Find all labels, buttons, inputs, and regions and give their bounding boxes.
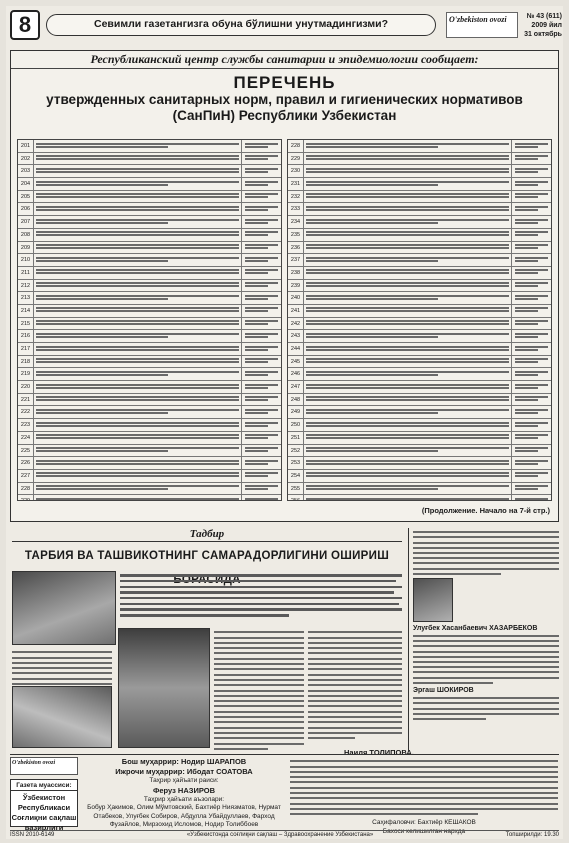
sanpin-row-code (511, 419, 551, 431)
sanpin-row-title (304, 445, 511, 457)
sanpin-row-title (34, 470, 241, 482)
sanpin-row-number: 217 (18, 343, 34, 355)
submitted-time: Топширилди: 19.30 (505, 832, 559, 838)
sanpin-row (18, 470, 281, 483)
sanpin-row-number: 225 (18, 445, 34, 457)
designer-credit: Саҳифаловчи: Бахтиёр КЕШАКОВ (372, 818, 476, 826)
sanpin-row-code (511, 140, 551, 152)
sanpin-announcement (10, 50, 559, 522)
sanpin-row-code (241, 153, 281, 165)
sanpin-row-title (304, 419, 511, 431)
sanpin-row-code (511, 457, 551, 469)
bottom-strip (10, 827, 559, 839)
sanpin-row-code (241, 292, 281, 304)
sanpin-row (18, 305, 281, 318)
sanpin-row-code (241, 305, 281, 317)
sanpin-row-title (304, 191, 511, 203)
board-head-name: Феруз НАЗИРОВ (152, 785, 215, 795)
sanpin-row (18, 280, 281, 293)
issn: ISSN 2010-6149 (10, 832, 55, 838)
sanpin-row-title (304, 242, 511, 254)
sanpin-row (288, 292, 551, 305)
sanpin-row-title (34, 229, 241, 241)
sanpin-row-code (241, 178, 281, 190)
article-photo-meeting (12, 571, 116, 645)
announcement-heading (11, 69, 558, 124)
sanpin-row (18, 165, 281, 178)
sanpin-row-number: 252 (288, 445, 304, 457)
page-header (6, 6, 563, 46)
sanpin-row-title (34, 267, 241, 279)
sanpin-row-number: 255 (288, 483, 304, 495)
sanpin-row (18, 292, 281, 305)
sanpin-row-number: 246 (288, 368, 304, 380)
sanpin-row-title (34, 495, 241, 501)
sanpin-row-number: 208 (18, 229, 34, 241)
sanpin-row-title (304, 165, 511, 177)
sanpin-row-code (241, 381, 281, 393)
sanpin-row (18, 216, 281, 229)
sanpin-row-number: 251 (288, 432, 304, 444)
sanpin-row (288, 330, 551, 343)
article-photo-audience (12, 686, 112, 748)
chief-editor: Бош муҳаррир: Нодир ШАРАПОВ (121, 757, 247, 766)
sanpin-row-code (241, 419, 281, 431)
sanpin-row (18, 495, 281, 501)
sanpin-row (288, 203, 551, 216)
sanpin-row (288, 445, 551, 458)
founders-label: Газета муассиси: (11, 782, 77, 791)
announcement-title: ПЕРЕЧЕНЬ (233, 73, 336, 92)
article-headline: ТАРБИЯ ВА ТАШВИКОТНИНГ САМАРАДОРЛИГИНИ ОШИРИШ (24, 550, 390, 562)
sanpin-row-title (304, 470, 511, 482)
sanpin-row-number: 226 (18, 457, 34, 469)
sanpin-row-code (241, 191, 281, 203)
deputy-editor: Ижрочи муҳаррир: Ибодат СОАТОВА (115, 767, 253, 776)
sanpin-row-code (511, 318, 551, 330)
sanpin-row-number: 205 (18, 191, 34, 203)
sanpin-row-code (511, 178, 551, 190)
publication-name: «Ўзбекистонда соғлиқни сақлаш – Здравоохранение Узбекистана» (186, 832, 374, 838)
sanpin-row (18, 483, 281, 496)
sanpin-row-code (241, 368, 281, 380)
board-head-label: Таҳрир ҳайъати раиси: (149, 777, 219, 784)
publisher-info (290, 757, 558, 835)
sanpin-row (288, 495, 551, 501)
sanpin-row-code (511, 254, 551, 266)
sanpin-row-code (511, 343, 551, 355)
sanpin-row-number: 238 (288, 267, 304, 279)
sanpin-row-code (241, 356, 281, 368)
sanpin-row-title (34, 318, 241, 330)
sanpin-row-number: 220 (18, 381, 34, 393)
sanpin-row-title (34, 457, 241, 469)
sanpin-row-number: 215 (18, 318, 34, 330)
sanpin-row (288, 470, 551, 483)
section-label: Тадбир (12, 528, 402, 542)
sanpin-row-number: 227 (18, 470, 34, 482)
sanpin-row-title (34, 191, 241, 203)
sanpin-row-code (241, 318, 281, 330)
sanpin-row-code (511, 483, 551, 495)
sanpin-row-title (34, 140, 241, 152)
sanpin-row-number (288, 495, 304, 501)
sanpin-row-number: 213 (18, 292, 34, 304)
sanpin-row-number (18, 495, 34, 501)
sanpin-row (288, 267, 551, 280)
announcement-subtitle-1: утвержденных санитарных норм, правил и гигиенических нормативов (46, 92, 523, 107)
sidebar-name-2: Эргаш ШОКИРОВ (413, 686, 474, 694)
sanpin-row (18, 445, 281, 458)
sanpin-row (288, 432, 551, 445)
newspaper-logo: O'zbekiston ovozi (446, 12, 518, 38)
sanpin-row-title (304, 483, 511, 495)
sanpin-row-title (34, 305, 241, 317)
sanpin-row-code (511, 330, 551, 342)
sanpin-row-number: 219 (18, 368, 34, 380)
sanpin-row (288, 305, 551, 318)
sanpin-row-number: 241 (288, 305, 304, 317)
sanpin-row (288, 191, 551, 204)
sanpin-row-title (304, 305, 511, 317)
sanpin-row-title (34, 445, 241, 457)
footer-logo: O'zbekiston ovozi (10, 757, 78, 775)
sanpin-row-title (304, 432, 511, 444)
sanpin-row-code (511, 280, 551, 292)
sanpin-row-title (304, 406, 511, 418)
sanpin-row (288, 165, 551, 178)
sanpin-row-number: 232 (288, 191, 304, 203)
sanpin-row-code (241, 203, 281, 215)
sanpin-row (18, 394, 281, 407)
sanpin-row-code (241, 457, 281, 469)
issue-number: № 43 (611) (526, 13, 562, 20)
sanpin-row-number: 234 (288, 216, 304, 228)
sanpin-row (18, 229, 281, 242)
sanpin-row-code (511, 305, 551, 317)
sanpin-row-code (241, 216, 281, 228)
sanpin-row-code (511, 165, 551, 177)
sanpin-row-number: 239 (288, 280, 304, 292)
sanpin-row-title (304, 178, 511, 190)
sanpin-row (288, 406, 551, 419)
sanpin-row-number: 247 (288, 381, 304, 393)
sanpin-row-number: 253 (288, 457, 304, 469)
sanpin-row-code (511, 203, 551, 215)
sanpin-row (18, 153, 281, 166)
sanpin-row-code (511, 381, 551, 393)
price-note: Бахоси келишилган нархда (382, 827, 466, 835)
sidebar-column (408, 528, 559, 752)
sanpin-row-number: 233 (288, 203, 304, 215)
sanpin-row-title (34, 153, 241, 165)
sanpin-row-title (34, 292, 241, 304)
sanpin-row (288, 483, 551, 496)
sanpin-row-number: 242 (288, 318, 304, 330)
sanpin-row (18, 318, 281, 331)
sanpin-row (18, 267, 281, 280)
sanpin-row-title (34, 280, 241, 292)
sanpin-row-number: 207 (18, 216, 34, 228)
sanpin-row-title (34, 419, 241, 431)
sanpin-row-title (34, 242, 241, 254)
sanpin-row-code (241, 165, 281, 177)
sanpin-row (288, 229, 551, 242)
sanpin-row-number: 240 (288, 292, 304, 304)
sanpin-row (288, 280, 551, 293)
sanpin-row-title (304, 203, 511, 215)
sanpin-row (18, 419, 281, 432)
sanpin-row (18, 343, 281, 356)
sanpin-row (18, 356, 281, 369)
sanpin-row-number: 202 (18, 153, 34, 165)
page-number: 8 (10, 10, 40, 40)
sanpin-row-title (34, 356, 241, 368)
sanpin-row-title (304, 330, 511, 342)
article-text-col-2 (214, 628, 304, 753)
sanpin-row (18, 381, 281, 394)
sanpin-row-number: 210 (18, 254, 34, 266)
sanpin-row (18, 406, 281, 419)
sanpin-row-title (34, 216, 241, 228)
sanpin-row-title (34, 432, 241, 444)
sanpin-row-title (34, 203, 241, 215)
sanpin-row (18, 432, 281, 445)
sanpin-row-code (511, 267, 551, 279)
continuation-note: (Продолжение. Начало на 7-й стр.) (421, 506, 550, 515)
sanpin-row-title (304, 356, 511, 368)
sanpin-row-title (304, 318, 511, 330)
sanpin-row-code (241, 495, 281, 501)
sidebar-portrait (413, 578, 453, 622)
sanpin-row-title (34, 178, 241, 190)
sanpin-row-number: 228 (288, 140, 304, 152)
sanpin-row-code (241, 267, 281, 279)
sanpin-table-left (17, 139, 282, 501)
sanpin-row (18, 203, 281, 216)
article-text-col-3 (308, 628, 402, 743)
sanpin-row-title (304, 140, 511, 152)
sanpin-row-title (34, 394, 241, 406)
sanpin-row (18, 191, 281, 204)
announcement-kicker: Республиканский центр службы санитарии и эпидемиологии сообщает: (11, 51, 558, 69)
sanpin-row-number: 201 (18, 140, 34, 152)
sanpin-row-number: 237 (288, 254, 304, 266)
sanpin-row-title (34, 330, 241, 342)
sanpin-row-title (304, 229, 511, 241)
sanpin-row (288, 356, 551, 369)
sanpin-row-title (304, 394, 511, 406)
sanpin-row-title (34, 381, 241, 393)
article-author: Наиля ТОЛИПОВА. (344, 748, 414, 757)
sanpin-row (288, 368, 551, 381)
announcement-subtitle-2: (СанПиН) Республики Узбекистан (172, 108, 397, 123)
sanpin-row-title (304, 267, 511, 279)
sanpin-row-title (34, 254, 241, 266)
sanpin-row-code (511, 356, 551, 368)
sanpin-row-title (34, 406, 241, 418)
sanpin-row-code (511, 432, 551, 444)
sanpin-row-number: 244 (288, 343, 304, 355)
sanpin-row-number: 223 (18, 419, 34, 431)
article-lead (120, 571, 402, 625)
editorial-staff (84, 757, 284, 830)
sanpin-row-code (511, 191, 551, 203)
sanpin-row-number: 249 (288, 406, 304, 418)
sanpin-row-code (241, 242, 281, 254)
sanpin-row-code (241, 280, 281, 292)
sanpin-row (288, 216, 551, 229)
issue-info (520, 12, 562, 39)
sanpin-row-title (34, 343, 241, 355)
newspaper-page (6, 6, 563, 839)
subscription-slogan: Севимли газетангизга обуна бўлишни унутмадингизми? (46, 14, 436, 36)
sanpin-row (18, 178, 281, 191)
sanpin-row-title (304, 254, 511, 266)
sanpin-row-title (304, 292, 511, 304)
sanpin-table (17, 139, 552, 501)
sanpin-row-title (304, 216, 511, 228)
sanpin-row-number: 214 (18, 305, 34, 317)
sanpin-row-title (304, 343, 511, 355)
sanpin-row-code (511, 292, 551, 304)
sidebar-name-1: Улуғбек Хасанбаевич ХАЗАРБЕКОВ (413, 624, 538, 632)
sanpin-row-code (511, 153, 551, 165)
sanpin-row-code (241, 483, 281, 495)
article-photo-speaker (118, 628, 210, 748)
sanpin-row (288, 457, 551, 470)
sanpin-row-number: 235 (288, 229, 304, 241)
sanpin-row-code (511, 216, 551, 228)
sanpin-row-code (241, 445, 281, 457)
sanpin-row-number: 218 (18, 356, 34, 368)
sanpin-row-number: 224 (18, 432, 34, 444)
sanpin-row (18, 330, 281, 343)
sanpin-row (288, 381, 551, 394)
sanpin-row-number: 229 (288, 153, 304, 165)
sanpin-row (288, 394, 551, 407)
sanpin-row-code (241, 432, 281, 444)
sanpin-row (288, 140, 551, 153)
issue-year: 2009 йил (531, 22, 562, 29)
sanpin-row-code (241, 406, 281, 418)
sanpin-row-number: 248 (288, 394, 304, 406)
sanpin-row-number: 228 (18, 483, 34, 495)
sanpin-row-code (241, 254, 281, 266)
sanpin-row (288, 178, 551, 191)
sanpin-row-title (304, 457, 511, 469)
sanpin-row-number: 222 (18, 406, 34, 418)
sanpin-row-number: 221 (18, 394, 34, 406)
sanpin-row (18, 254, 281, 267)
sanpin-row-number: 206 (18, 203, 34, 215)
sanpin-row (18, 140, 281, 153)
sanpin-row-code (241, 330, 281, 342)
sanpin-row-number: 211 (18, 267, 34, 279)
sanpin-row-number: 216 (18, 330, 34, 342)
sanpin-row (288, 343, 551, 356)
sanpin-row (288, 242, 551, 255)
founders-box (10, 779, 78, 832)
sanpin-row-number: 254 (288, 470, 304, 482)
sanpin-row-code (511, 368, 551, 380)
sanpin-row-code (241, 229, 281, 241)
sanpin-row (18, 457, 281, 470)
sanpin-row (18, 368, 281, 381)
sanpin-row-number: 245 (288, 356, 304, 368)
sanpin-row-title (34, 368, 241, 380)
sanpin-row-title (304, 280, 511, 292)
sanpin-row-title (304, 153, 511, 165)
sanpin-row-number: 231 (288, 178, 304, 190)
sanpin-row-number: 236 (288, 242, 304, 254)
sanpin-row (288, 419, 551, 432)
sanpin-row (288, 153, 551, 166)
sanpin-row-code (511, 470, 551, 482)
sanpin-row-title (304, 368, 511, 380)
sanpin-row-number: 212 (18, 280, 34, 292)
sanpin-row-code (511, 242, 551, 254)
sanpin-row-code (511, 229, 551, 241)
sanpin-row-code (511, 406, 551, 418)
board-label: Таҳрир ҳайъати аъзолари: (143, 795, 225, 803)
sanpin-row-code (241, 343, 281, 355)
sanpin-row-number: 243 (288, 330, 304, 342)
sanpin-row-title (304, 381, 511, 393)
sanpin-row-number: 209 (18, 242, 34, 254)
sanpin-row-number: 204 (18, 178, 34, 190)
issue-date: 31 октябрь (524, 31, 562, 38)
sanpin-row-number: 250 (288, 419, 304, 431)
board-members: Бобур Ҳакимов, Олим Мўмтовский, Бахтиёр Ниязматов, Нурмат Отабеков, Улуғбек Собиров, Абдулла Убайдуллаев, Фарход Фузайлов, Мирзохид Исломов, Нодир Толиббоев (87, 804, 281, 828)
sanpin-row-code (511, 394, 551, 406)
sanpin-row-number: 203 (18, 165, 34, 177)
founders-name: Ўзбекистон Республикаси Соғлиқни сақлаш вазирлиги (11, 793, 77, 832)
sanpin-row (288, 254, 551, 267)
sanpin-row-code (241, 470, 281, 482)
sanpin-row-code (511, 445, 551, 457)
sanpin-table-right (287, 139, 552, 501)
sanpin-row-code (241, 140, 281, 152)
sanpin-row-title (34, 483, 241, 495)
sanpin-row (288, 318, 551, 331)
sanpin-row-title (304, 495, 511, 501)
sanpin-row (18, 242, 281, 255)
sanpin-row-code (241, 394, 281, 406)
sanpin-row-number: 230 (288, 165, 304, 177)
sanpin-row-code (511, 495, 551, 501)
sanpin-row-title (34, 165, 241, 177)
